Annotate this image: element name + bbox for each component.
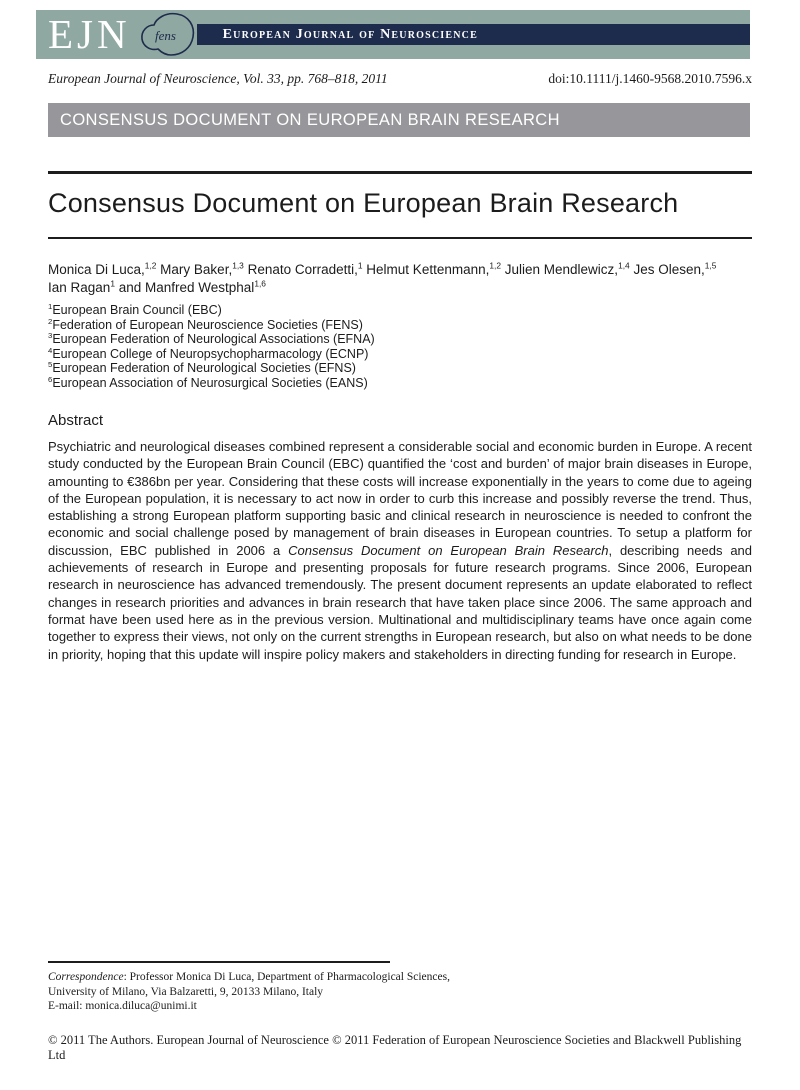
title-rule-top (48, 171, 752, 174)
correspondence-line-1-text: : Professor Monica Di Luca, Department of Pharmacological Sciences, (123, 971, 450, 983)
abstract-italic-phrase: Consensus Document on European Brain Research (288, 542, 609, 558)
affiliation-number: 6 (48, 374, 53, 384)
author-affiliation-superscript: 1 (357, 260, 363, 271)
author-affiliation-superscript: 1,5 (704, 260, 717, 271)
affiliation-number: 5 (48, 360, 53, 370)
affiliation-list (48, 303, 752, 391)
author-affiliation-superscript: 1,2 (144, 260, 157, 271)
affiliation-line: $^5$European Federation of Neurological Societies (EFNS) (48, 360, 356, 376)
affiliation-line: $^6$European Association of Neurosurgical Societies (EANS) (48, 374, 368, 390)
title-rule-bottom (48, 237, 752, 239)
author-name: Ian Ragan$^1$ (48, 278, 115, 295)
affiliation-number: 2 (48, 316, 53, 326)
copyright-line: © 2011 The Authors. European Journal of Neuroscience © 2011 Federation of European Neuroscience Societies and Blackwell Publishing Ltd (48, 1033, 742, 1062)
affiliation-line: $^3$European Federation of Neurological Associations (EFNA) (48, 331, 375, 347)
correspondence-footnote (48, 961, 752, 1014)
author-name: Renato Corradetti,$^1$ (243, 260, 363, 277)
affiliation-line: $^1$European Brain Council (EBC) (48, 301, 222, 317)
section-banner: CONSENSUS DOCUMENT ON EUROPEAN BRAIN RESEARCH (48, 103, 750, 137)
journal-name: European Journal of Neuroscience (222, 26, 478, 42)
correspondence-line-3: E-mail: monica.diluca@unimi.it (48, 1000, 197, 1012)
journal-header-banner (36, 10, 750, 59)
author-affiliation-superscript: 1,2 (489, 260, 501, 271)
abstract-text (48, 438, 752, 663)
author-name: Mary Baker,$^{1,3}$ (156, 260, 244, 277)
author-name: and Manfred Westphal$^{1,6}$ (114, 278, 266, 295)
affiliation-number: 4 (48, 345, 53, 355)
author-affiliation-superscript: 1,3 (232, 260, 244, 271)
doi-text: doi:10.1111/j.1460-9568.2010.7596.x (548, 71, 752, 86)
correspondence-line-1 (48, 970, 752, 985)
affiliation-line: $^2$Federation of European Neuroscience Societies (FENS) (48, 316, 363, 332)
footnote-rule (48, 961, 390, 963)
abstract-heading: Abstract (48, 412, 104, 429)
citation-row (48, 71, 752, 87)
author-list (48, 261, 752, 296)
ejn-logo: EJN (48, 11, 131, 57)
affiliation-line: $^4$European College of Neuropsychopharmacology (ECNP) (48, 345, 369, 361)
fens-logo-icon (139, 11, 197, 59)
abstract-section (48, 412, 752, 663)
fens-logo-text: fens (154, 27, 176, 43)
author-affiliation-superscript: 1,4 (618, 260, 630, 271)
author-name: Jes Olesen,$^{1,5}$ (629, 260, 717, 277)
correspondence-label: Correspondence (48, 971, 124, 983)
author-name: Julien Mendlewicz,$^{1,4}$ (501, 260, 630, 277)
correspondence-line-2: University of Milano, Via Balzaretti, 9, 20133 Milano, Italy (48, 985, 324, 998)
affiliation-number: 3 (48, 331, 53, 341)
affiliation-number: 1 (48, 301, 53, 311)
abstract-text-segment: Psychiatric and neurological diseases combined represent a considerable social and economic burden in Europe. A recent study conducted by the European Brain Council (EBC) quantified the ‘cost and burden’ of major brain diseases in Europe, amounting to €386bn per year. Considering that these costs will increase exponentially in the years to come due to ageing of the European population, it is necessary to act now in order to curb this increase and possibly reverse the trend. Thus, establishing a strong European platform supporting basic and clinical research in neuroscience is needed to confront the economic and social challenge posed by management of brain diseases in European countries. To setup a platform for discussion, EBC published in 2006 a (48, 439, 752, 558)
abstract-text-segment: , describing needs and achievements of research in Europe and presenting proposals for future research programs. Since 2006, European research in neuroscience has advanced tremendously. The present document represents an update elaborated to reflect changes in research priorities and advances in brain research that have taken place since 2006. The same approach and format have been used here as in the previous version. Multinational and multidisciplinary teams have once again come together to express their views, not only on the current strengths in European research, but also on what needs to be done in priority, hoping that this update will inspire policy makers and stakeholders in directing funding for research in Europe. (48, 542, 753, 662)
author-affiliation-superscript: 1 (110, 278, 115, 288)
article-title: Consensus Document on European Brain Research (48, 188, 679, 218)
citation-text: European Journal of Neuroscience, Vol. 33, pp. 768–818, 2011 (48, 71, 388, 86)
author-name: Helmut Kettenmann,$^{1,2}$ (362, 260, 501, 277)
author-affiliation-superscript: 1,6 (254, 278, 266, 288)
author-name: Monica Di Luca,$^{1,2}$ (48, 260, 157, 277)
journal-name-bar (197, 24, 750, 45)
